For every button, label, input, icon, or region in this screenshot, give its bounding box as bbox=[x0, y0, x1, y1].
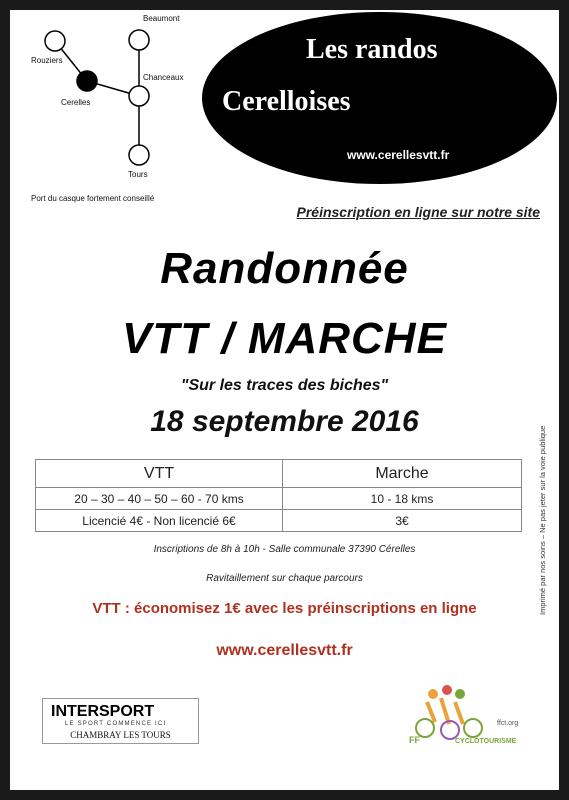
table-header-vtt: VTT bbox=[36, 460, 283, 488]
ffct-ff: FF bbox=[409, 735, 420, 745]
footer-url: www.cerellesvtt.fr bbox=[216, 642, 353, 659]
ravitaillement-text: Ravitaillement sur chaque parcours bbox=[206, 573, 363, 584]
route-map-graphic bbox=[10, 10, 220, 220]
label-cerelles: Cerelles bbox=[61, 98, 91, 107]
print-note: Imprimé par nos soins – Ne pas jeter sur la voie publique bbox=[538, 425, 547, 615]
event-title-line2: VTT / MARCHE bbox=[122, 314, 447, 363]
label-tours: Tours bbox=[128, 170, 148, 179]
tours-node bbox=[129, 145, 149, 165]
rouziers-node bbox=[45, 31, 65, 51]
ffct-logo bbox=[405, 680, 535, 750]
ffct-name: CYCLOTOURISME bbox=[455, 738, 517, 745]
header-url: www.cerellesvtt.fr bbox=[347, 148, 450, 162]
event-title-line1: Randonnée bbox=[160, 244, 409, 293]
table-cell: 20 – 30 – 40 – 50 – 60 - 70 kms bbox=[36, 488, 283, 510]
label-beaumont: Beaumont bbox=[143, 14, 180, 23]
pricing-table bbox=[35, 459, 522, 532]
ffct-site: ffct.org bbox=[497, 720, 519, 727]
chanceaux-node bbox=[129, 86, 149, 106]
event-date: 18 septembre 2016 bbox=[150, 405, 419, 438]
preinscription-text: Préinscription en ligne sur notre site bbox=[296, 204, 540, 220]
table-row bbox=[36, 510, 522, 532]
header-title-line1: Les randos bbox=[306, 34, 438, 65]
intersport-logo bbox=[42, 698, 199, 744]
intersport-slogan: LE SPORT COMMENCE ICI bbox=[65, 721, 167, 727]
table-cell: 3€ bbox=[283, 510, 522, 532]
helmet-note: Port du casque fortement conseillé bbox=[31, 194, 155, 203]
promo-text: VTT : économisez 1€ avec les préinscriptions en ligne bbox=[92, 600, 477, 617]
table-header-row bbox=[36, 460, 522, 488]
intersport-city: CHAMBRAY LES TOURS bbox=[70, 730, 171, 740]
beaumont-node bbox=[129, 30, 149, 50]
route-map bbox=[10, 10, 220, 220]
label-chanceaux: Chanceaux bbox=[143, 73, 184, 82]
event-subtitle: "Sur les traces des biches" bbox=[180, 377, 389, 394]
table-cell: Licencié 4€ - Non licencié 6€ bbox=[36, 510, 283, 532]
table-row bbox=[36, 488, 522, 510]
header-ellipse bbox=[202, 12, 557, 184]
intersport-brand: INTERSPORT bbox=[51, 703, 155, 720]
label-rouziers: Rouziers bbox=[31, 56, 63, 65]
flyer-page bbox=[10, 10, 559, 790]
inscriptions-text: Inscriptions de 8h à 10h - Salle communale 37390 Cérelles bbox=[153, 544, 416, 555]
cerelles-node bbox=[77, 71, 97, 91]
header-title-line2: Cerelloises bbox=[222, 86, 351, 117]
cyclists-icon bbox=[405, 680, 495, 740]
table-cell: 10 - 18 kms bbox=[283, 488, 522, 510]
table-header-marche: Marche bbox=[283, 460, 522, 488]
